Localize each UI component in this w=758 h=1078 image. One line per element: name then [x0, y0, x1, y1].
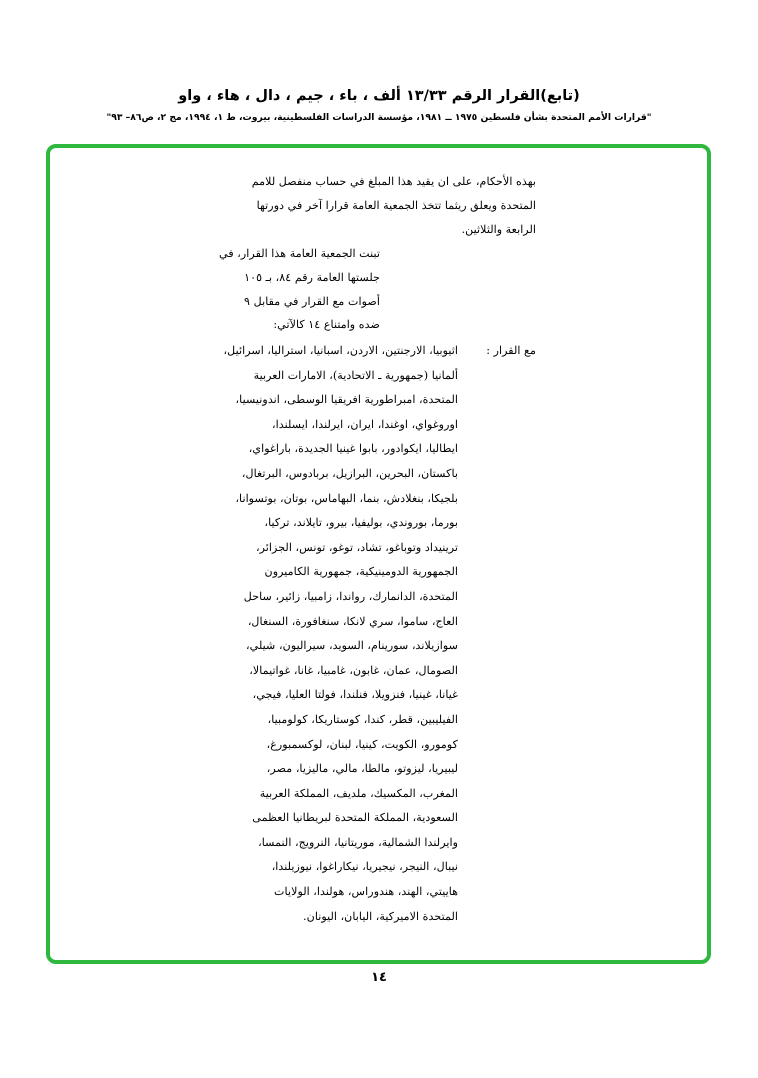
country-list-line: بلجيكا، بنغلادش، بنما، البهاماس، بوتان، بوتسوانا، — [235, 491, 458, 505]
lead-line: بهذه الأحكام، على ان يقيد هذا المبلغ في حساب منفصل للامم — [251, 175, 536, 188]
country-list-line: الصومال، عمان، غابون، غامبيا، غانا، غواتيمالا، — [249, 663, 458, 677]
document-header-title: (تابع)القرار الرقم ١٣/٣٣ ألف ، باء ، جيم ، دال ، هاء ، واو — [178, 88, 580, 104]
country-list-line: ألمانيا (جمهورية ـ الاتحادية)، الامارات العربية — [253, 368, 458, 382]
country-list-line: الجمهورية الدومينيكية، جمهورية الكاميرون — [264, 565, 458, 579]
adoption-line: تبنت الجمعية العامة هذا القرار، في — [219, 247, 380, 260]
country-list-line: المتحدة، الدانمارك، رواندا، زامبيا، زائير، ساحل — [243, 589, 458, 603]
country-list-line: بورما، بوروندي، بوليفيا، بيرو، تايلاند، تركيا، — [264, 516, 458, 530]
country-list-line: سوازيلاند، سورينام، السويد، سيراليون، شيلي، — [246, 639, 458, 653]
country-list-line: السعودية، المملكة المتحدة لبريطانيا العظمى — [252, 811, 458, 825]
country-list-line: المتحدة، امبراطورية افريقيا الوسطى، اندونيسيا، — [235, 393, 458, 407]
country-list-line: ايطاليا، ايكوادور، بابوا غينيا الجديدة، باراغواي، — [248, 442, 458, 456]
country-list-line: كومورو، الكويت، كينيا، لبنان، لوكسمبورغ، — [266, 737, 458, 751]
country-list-line: وايرلندا الشمالية، موريتانيا، النرويج، النمسا، — [258, 835, 458, 849]
vote-in-favor-label: مع القرار : — [486, 344, 536, 357]
countries-in-favor-list — [210, 339, 458, 929]
country-list-line: هاييتي، الهند، هندوراس، هولندا، الولايات — [274, 885, 458, 899]
lead-paragraph — [240, 170, 536, 242]
country-list-line: اثيوبيا، الارجنتين، الاردن، اسبانيا، استراليا، اسرائيل، — [223, 344, 458, 357]
country-list-line: ليبيريا، ليزوتو، مالطا، مالي، ماليزيا، مصر، — [266, 762, 458, 776]
country-list-line: المغرب، المكسيك، ملديف، المملكة العربية — [259, 786, 458, 800]
adoption-statement — [200, 242, 380, 337]
adoption-line: جلستها العامة رقم ٨٤، بـ ١٠٥ — [244, 270, 380, 284]
country-list-line: العاج، ساموا، سري لانكا، سنغافورة، السنغال، — [247, 614, 458, 628]
adoption-line: أصوات مع القرار في مقابل ٩ — [244, 294, 380, 308]
country-list-line: غيانا، غينيا، فنزويلا، فنلندا، فولتا العليا، فيجي، — [252, 688, 458, 702]
country-list-line: باكستان، البحرين، البرازيل، بربادوس، البرتغال، — [241, 466, 458, 480]
lead-line: المتحدة ويعلق ريثما تتخذ الجمعية العامة قرارا آخر في دورتها — [256, 199, 536, 212]
country-list-line: الفيليبين، قطر، كندا، كوستاريكا، كولومبيا، — [267, 712, 458, 726]
adoption-line: ضده وامتناع ١٤ كالآتي: — [273, 318, 380, 332]
country-list-line: المتحدة الاميركية، اليابان، اليونان. — [303, 909, 458, 923]
document-source-citation: "قرارات الأمم المتحدة بشأن فلسطين ١٩٧٥ ــ ١٩٨١، مؤسسة الدراسات الفلسطينية، بيروت، ط ١، ١٩٩٤، مج ٢، ص٨٦– ٩٣" — [106, 112, 652, 123]
page-number: ١٤ — [371, 970, 387, 985]
country-list-line: نيبال، النيجر، نيجيريا، نيكاراغوا، نيوزيلندا، — [271, 860, 458, 874]
lead-line: الرابعة والثلاثين. — [461, 223, 536, 236]
country-list-line: اوروغواي، اوغندا، ايران، ايرلندا، ايسلندا، — [272, 417, 458, 431]
country-list-line: ترينيداد وتوباغو، تشاد، توغو، تونس، الجزائر، — [256, 540, 458, 554]
